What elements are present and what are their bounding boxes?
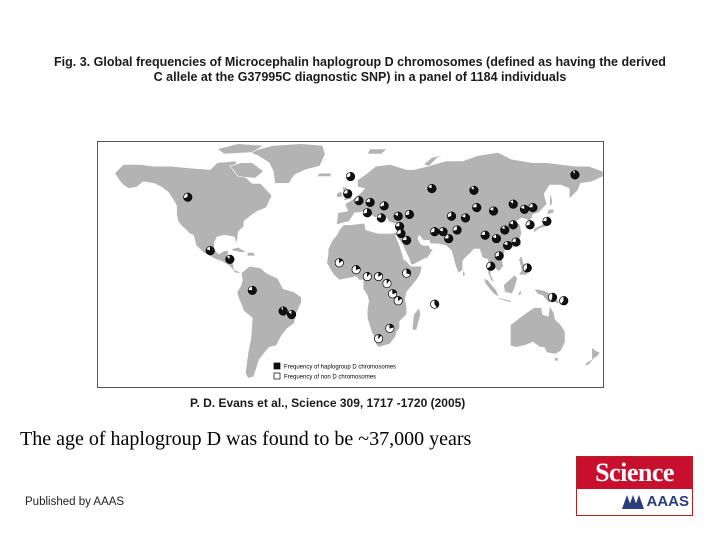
land-iceland bbox=[317, 173, 331, 176]
sample-pie-marker bbox=[453, 226, 461, 234]
sample-pie-marker bbox=[571, 171, 579, 179]
sample-pie-marker bbox=[355, 196, 363, 204]
sample-pie-marker bbox=[380, 202, 388, 210]
sample-pie-marker bbox=[526, 221, 534, 229]
publisher-credit: Published by AAAS bbox=[25, 496, 125, 508]
world-map-canvas bbox=[98, 142, 603, 387]
figure-citation: P. D. Evans et al., Science 309, 1717 -1720 (2005) bbox=[190, 396, 466, 410]
sample-pie-marker bbox=[184, 193, 192, 201]
sample-pie-marker bbox=[447, 212, 455, 220]
sample-pie-marker bbox=[206, 246, 214, 254]
sample-pie-marker bbox=[430, 300, 438, 308]
sample-pie-marker bbox=[352, 265, 360, 273]
sample-pie-marker bbox=[523, 264, 531, 272]
sample-pie-marker bbox=[444, 234, 452, 242]
sample-pie-marker bbox=[363, 272, 371, 280]
legend-swatch-non-d bbox=[274, 373, 280, 379]
aaas-triangles-icon bbox=[622, 495, 644, 509]
legend-swatch-haplogroup-d bbox=[274, 363, 280, 369]
sample-pie-marker bbox=[487, 262, 495, 270]
sample-pie-marker bbox=[428, 184, 436, 192]
sample-pie-marker bbox=[363, 209, 371, 217]
figure-title-line-1: Fig. 3. Global frequencies of Microcephalin haplogroup D chromosomes (defined as having the derived bbox=[54, 55, 666, 69]
sample-pie-marker bbox=[405, 210, 413, 218]
sample-pie-marker bbox=[386, 324, 394, 332]
sample-pie-marker bbox=[248, 286, 256, 294]
sample-pie-marker bbox=[226, 255, 234, 263]
legend-label-haplogroup-d: Frequency of haplogroup D chromosomes bbox=[284, 364, 397, 371]
figure-title-line-2: C allele at the G37995C diagnostic SNP) in a panel of 1184 individuals bbox=[153, 70, 567, 84]
sample-pie-marker bbox=[495, 252, 503, 260]
legend-label-non-d: Frequency of non D chromosomes bbox=[284, 374, 377, 381]
sample-pie-marker bbox=[402, 236, 410, 244]
sample-pie-marker bbox=[529, 203, 537, 211]
sample-pie-marker bbox=[509, 221, 517, 229]
sample-pie-marker bbox=[388, 290, 396, 298]
sample-pie-marker bbox=[470, 186, 478, 194]
aaas-mark-row bbox=[577, 491, 689, 513]
sample-pie-marker bbox=[346, 172, 354, 180]
sample-pie-marker bbox=[430, 228, 438, 236]
sample-pie-marker bbox=[335, 259, 343, 267]
sample-pie-marker bbox=[509, 200, 517, 208]
sample-pie-marker bbox=[374, 334, 382, 342]
sample-pie-marker bbox=[394, 297, 402, 305]
sample-pie-marker bbox=[383, 279, 391, 287]
sample-pie-marker bbox=[503, 241, 511, 249]
slide-caption: The age of haplogroup D was found to be ~37,000 years bbox=[20, 428, 472, 450]
sample-pie-marker bbox=[366, 198, 374, 206]
sample-pie-marker bbox=[461, 214, 469, 222]
sample-pie-marker bbox=[402, 269, 410, 277]
figure-title bbox=[14, 55, 706, 85]
sample-pie-marker bbox=[343, 190, 351, 198]
sample-pie-marker bbox=[374, 272, 382, 280]
science-logo bbox=[576, 456, 693, 516]
world-map bbox=[97, 141, 604, 388]
sample-pie-marker bbox=[489, 207, 497, 215]
sample-pie-marker bbox=[377, 214, 385, 222]
science-wordmark: Science bbox=[577, 457, 692, 489]
sample-pie-marker bbox=[397, 229, 405, 237]
land-hispaniola bbox=[247, 252, 255, 256]
sample-pie-marker bbox=[512, 238, 520, 246]
sample-pie-marker bbox=[473, 203, 481, 211]
sample-pie-haplogroup-d-slice bbox=[279, 307, 287, 315]
sample-pie-haplogroup-d-slice bbox=[571, 171, 579, 179]
sample-pie-marker bbox=[439, 228, 447, 236]
sample-pie-marker bbox=[287, 310, 295, 318]
sample-pie-marker bbox=[481, 231, 489, 239]
sample-pie-marker bbox=[279, 307, 287, 315]
aaas-text: AAAS bbox=[646, 493, 689, 510]
sample-pie-marker bbox=[548, 293, 556, 301]
sample-pie-marker bbox=[394, 212, 402, 220]
sample-pie-marker bbox=[543, 217, 551, 225]
sample-pie-marker bbox=[560, 297, 568, 305]
sample-pie-marker bbox=[520, 205, 528, 213]
sample-pie-marker bbox=[492, 234, 500, 242]
sample-pie-marker bbox=[501, 226, 509, 234]
